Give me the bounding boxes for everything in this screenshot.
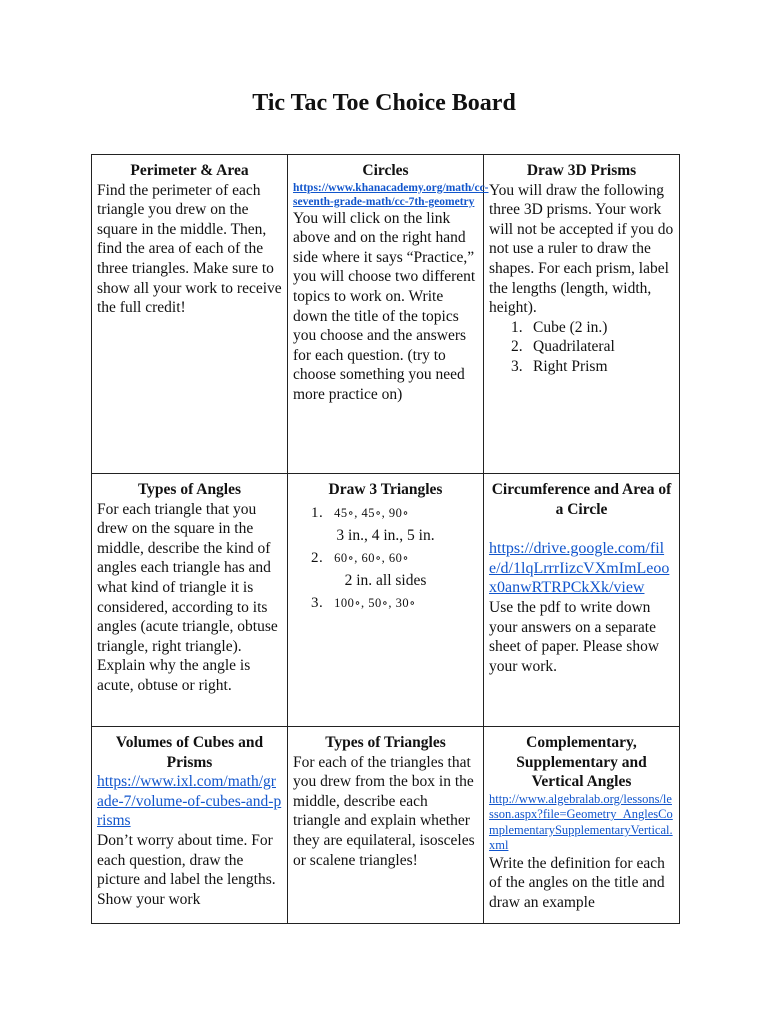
cell-volumes: [92, 727, 288, 924]
board-row: [92, 474, 680, 727]
board-row: [92, 727, 680, 924]
cell-draw-prisms: [484, 155, 680, 474]
cell-heading: Volumes of Cubes and Prisms: [115, 734, 264, 771]
google-drive-link[interactable]: https://drive.google.com/file/d/1lqLrrrIizcVXmImLeoox0anwRTRPCkXk/view: [489, 540, 670, 597]
cell-body: Don’t worry about time. For each question, draw the picture and label the lengths. Show your work: [97, 831, 276, 908]
angles-text: 100∘, 50∘, 30∘: [334, 595, 416, 610]
cell-types-of-angles: [92, 474, 288, 727]
triangle-angles: [293, 504, 478, 524]
list-text: Quadrilateral: [533, 338, 615, 356]
cell-heading: Types of Triangles: [325, 734, 446, 751]
triangle-sides: 2 in. all sides: [344, 572, 427, 590]
cell-body: Write the definition for each of the angles on the title and draw an example: [489, 854, 665, 911]
list-number: 3.: [311, 594, 324, 611]
angles-text: 45∘, 45∘, 90∘: [334, 505, 410, 520]
cell-body: You will click on the link above and on the right hand side where it says “Practice,” you will choose two different topics to work on. Write down the title of the topics you choose and the answers for each question. (try to choose something you need more practice on): [293, 209, 476, 403]
triangle-angles: [293, 549, 478, 569]
cell-perimeter-area: [92, 155, 288, 474]
cell-body: For each of the triangles that you drew from the box in the middle, describe each triangle and explain whether they are equilateral, isosceles or scalene triangles!: [293, 753, 475, 869]
list-text: Right Prism: [533, 357, 608, 375]
cell-heading: Circles: [362, 162, 409, 179]
angles-text: 60∘, 60∘, 60∘: [334, 550, 410, 565]
cell-complementary-angles: [484, 727, 680, 924]
list-number: 1.: [311, 504, 324, 521]
cell-draw-triangles: [288, 474, 484, 727]
cell-heading: Complementary, Supplementary and Vertical Angles: [516, 734, 647, 791]
cell-body: Find the perimeter of each triangle you drew on the square in the middle. Then, find the area of each of the three triangles. Make sure to show all your work to receive the full credit!: [97, 181, 282, 317]
list-item: [511, 357, 674, 377]
triangle-angles: [293, 594, 478, 614]
cell-circles: [288, 155, 489, 474]
cell-heading: Perimeter & Area: [130, 162, 249, 179]
cell-circumference-area: [484, 474, 680, 727]
ixl-link[interactable]: https://www.ixl.com/math/grade-7/volume-of-cubes-and-prisms: [97, 773, 282, 830]
cell-body: Use the pdf to write down your answers on a separate sheet of paper. Please show your work.: [489, 598, 660, 675]
cell-heading: Draw 3 Triangles: [328, 481, 443, 498]
choice-board-table: [91, 154, 680, 924]
list-number: 1.: [511, 318, 523, 336]
algebralab-link[interactable]: http://www.algebralab.org/lessons/lesson.aspx?file=Geometry_AnglesComplementarySupplementaryVertical.xml: [489, 791, 673, 853]
khan-academy-link[interactable]: https://www.khanacademy.org/math/cc-seventh-grade-math/cc-7th-geometry: [293, 181, 489, 208]
cell-heading: Types of Angles: [137, 481, 242, 498]
list-number: 2.: [311, 549, 324, 566]
list-item: [511, 337, 674, 357]
cell-types-of-triangles: [288, 727, 484, 924]
triangle-sides: 3 in., 4 in., 5 in.: [336, 527, 435, 545]
list-text: Cube (2 in.): [533, 318, 608, 336]
prism-list: [489, 318, 674, 377]
cell-heading: Draw 3D Prisms: [526, 162, 637, 179]
cell-heading: Circumference and Area of a Circle: [491, 481, 672, 518]
page-title: Tic Tac Toe Choice Board: [252, 90, 516, 116]
cell-body: For each triangle that you drew on the square in the middle, describe the kind of angles each triangle has and what kind of triangle it is considered, according to its angles (acute triangle, obtuse triangle, right triangle). Explain why the angle is acute, obtuse or right.: [97, 500, 278, 694]
board-row: [92, 155, 680, 474]
list-number: 3.: [511, 357, 523, 375]
cell-body: You will draw the following three 3D prisms. Your work will not be accepted if you do not use a ruler to draw the shapes. For each prism, label the lengths (length, width, height).: [489, 181, 674, 317]
list-number: 2.: [511, 338, 523, 356]
list-item: [511, 318, 674, 338]
